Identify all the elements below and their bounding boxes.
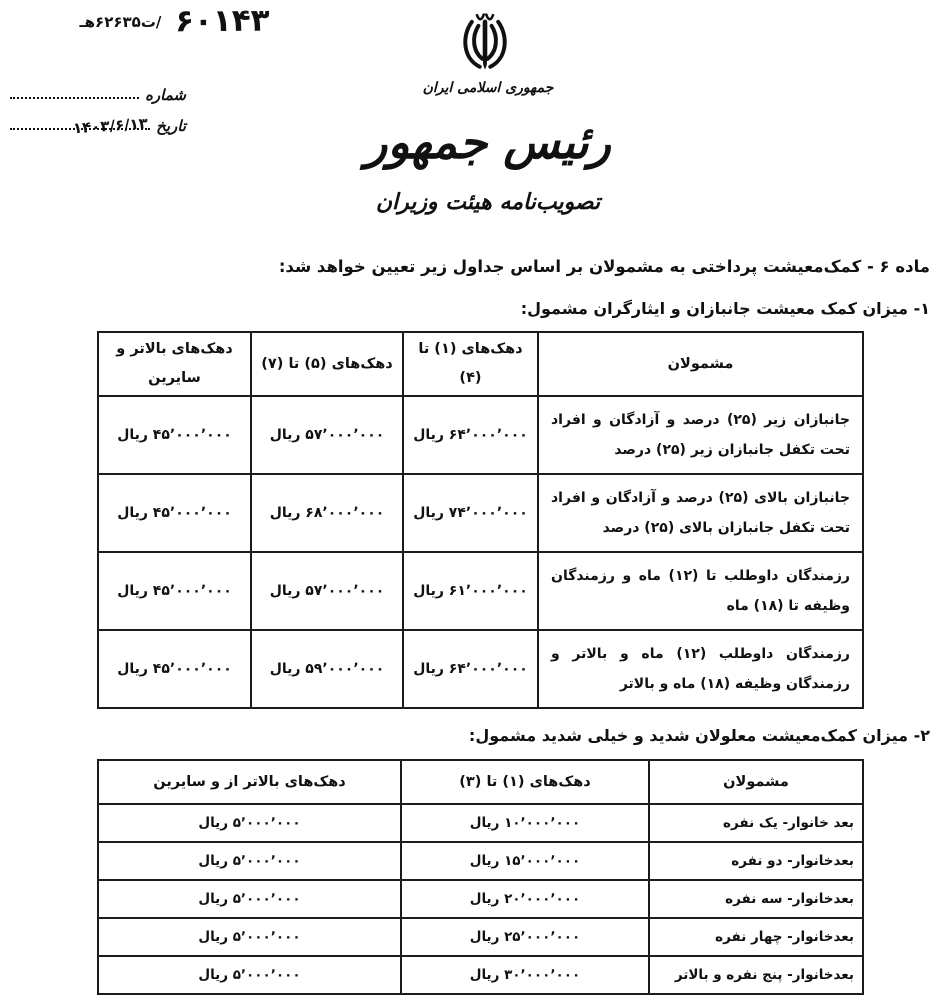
amount-cell: ۳۰٬۰۰۰٬۰۰۰ ریال <box>401 956 649 994</box>
column-header-group: مشمولان <box>649 760 863 804</box>
group-cell: جانبازان بالای (۲۵) درصد و آزادگان و افراد تحت تکفل جانبازان بالای (۲۵) درصد <box>538 474 863 552</box>
reference-number <box>8 4 270 38</box>
number-label: شماره <box>145 86 186 104</box>
table-row <box>98 552 863 630</box>
group-cell: بعد خانوار- یک نفره <box>649 804 863 842</box>
amount-cell: ۱۵٬۰۰۰٬۰۰۰ ریال <box>401 842 649 880</box>
amount-cell: ۵٬۰۰۰٬۰۰۰ ریال <box>98 918 401 956</box>
column-header-deciles-5-7: دهک‌های (۵) تا (۷) <box>251 332 403 396</box>
reference-number-printed: /ت۶۲۶۳۵هـ <box>79 13 162 31</box>
amount-cell: ۴۵٬۰۰۰٬۰۰۰ ریال <box>98 474 251 552</box>
table-row <box>98 918 863 956</box>
date-dotted-line <box>10 114 150 138</box>
date-value-handwritten: ۱۴۰۳/۶/۱۳ <box>72 114 149 138</box>
country-title: جمهوری اسلامی ایران <box>422 80 554 96</box>
disabled-assistance-table <box>97 759 864 995</box>
amount-cell: ۲۵٬۰۰۰٬۰۰۰ ریال <box>401 918 649 956</box>
authority-title: رئیس جمهور <box>365 115 611 169</box>
amount-cell: ۶۸٬۰۰۰٬۰۰۰ ریال <box>251 474 403 552</box>
table-row <box>98 396 863 474</box>
date-line <box>10 114 186 138</box>
iran-emblem-icon <box>452 6 518 84</box>
amount-cell: ۶۴٬۰۰۰٬۰۰۰ ریال <box>403 630 538 708</box>
article-number: ماده ۶ - <box>866 257 930 276</box>
number-line <box>10 86 186 104</box>
section-1-title: ۱- میزان کمک معیشت جانبازان و ایثارگران مشمول: <box>520 299 930 318</box>
amount-cell: ۵٬۰۰۰٬۰۰۰ ریال <box>98 842 401 880</box>
table-header-row <box>98 760 863 804</box>
amount-cell: ۵٬۰۰۰٬۰۰۰ ریال <box>98 804 401 842</box>
amount-cell: ۴۵٬۰۰۰٬۰۰۰ ریال <box>98 630 251 708</box>
amount-cell: ۵٬۰۰۰٬۰۰۰ ریال <box>98 956 401 994</box>
amount-cell: ۵۹٬۰۰۰٬۰۰۰ ریال <box>251 630 403 708</box>
table-row <box>98 630 863 708</box>
group-cell: بعدخانوار- چهار نفره <box>649 918 863 956</box>
amount-cell: ۵۷٬۰۰۰٬۰۰۰ ریال <box>251 396 403 474</box>
table-header-row <box>98 332 863 396</box>
group-cell: رزمندگان داوطلب (۱۲) ماه و بالاتر و رزمندگان وظیفه (۱۸) ماه و بالاتر <box>538 630 863 708</box>
reference-number-handwritten: ۶۰۱۴۳ <box>175 2 271 40</box>
table-row <box>98 880 863 918</box>
amount-cell: ۵٬۰۰۰٬۰۰۰ ریال <box>98 880 401 918</box>
number-dotted-line <box>10 95 139 99</box>
column-header-deciles-1-4: دهک‌های (۱) تا (۴) <box>403 332 538 396</box>
amount-cell: ۶۴٬۰۰۰٬۰۰۰ ریال <box>403 396 538 474</box>
group-cell: رزمندگان داوطلب تا (۱۲) ماه و رزمندگان وظیفه تا (۱۸) ماه <box>538 552 863 630</box>
amount-cell: ۵۷٬۰۰۰٬۰۰۰ ریال <box>251 552 403 630</box>
column-header-higher-deciles: دهک‌های بالاتر و سایرین <box>98 332 251 396</box>
date-label: تاریخ <box>156 117 186 135</box>
amount-cell: ۴۵٬۰۰۰٬۰۰۰ ریال <box>98 396 251 474</box>
amount-cell: ۴۵٬۰۰۰٬۰۰۰ ریال <box>98 552 251 630</box>
column-header-group: مشمولان <box>538 332 863 396</box>
article-paragraph <box>240 252 930 282</box>
amount-cell: ۷۴٬۰۰۰٬۰۰۰ ریال <box>403 474 538 552</box>
group-cell: بعدخانوار- دو نفره <box>649 842 863 880</box>
article-text: کمک‌معیشت پرداختی به مشمولان بر اساس جداول زیر تعیین خواهد شد: <box>278 257 862 276</box>
veterans-assistance-table <box>97 331 864 709</box>
column-header-higher-deciles: دهک‌های بالاتر از و سایرین <box>98 760 401 804</box>
group-cell: جانبازان زیر (۲۵) درصد و آزادگان و افراد تحت تکفل جانبازان زیر (۲۵) درصد <box>538 396 863 474</box>
group-cell: بعدخانوار- پنج نفره و بالاتر <box>649 956 863 994</box>
group-cell: بعدخانوار- سه نفره <box>649 880 863 918</box>
column-header-deciles-1-3: دهک‌های (۱) تا (۳) <box>401 760 649 804</box>
amount-cell: ۱۰٬۰۰۰٬۰۰۰ ریال <box>401 804 649 842</box>
table-row <box>98 474 863 552</box>
amount-cell: ۲۰٬۰۰۰٬۰۰۰ ریال <box>401 880 649 918</box>
section-2-title: ۲- میزان کمک‌معیشت معلولان شدید و خیلی شدید مشمول: <box>468 726 930 745</box>
table-row <box>98 804 863 842</box>
table-row <box>98 842 863 880</box>
amount-cell: ۶۱٬۰۰۰٬۰۰۰ ریال <box>403 552 538 630</box>
table-row <box>98 956 863 994</box>
doc-type-title: تصویب‌نامه هیئت وزیران <box>375 190 601 215</box>
